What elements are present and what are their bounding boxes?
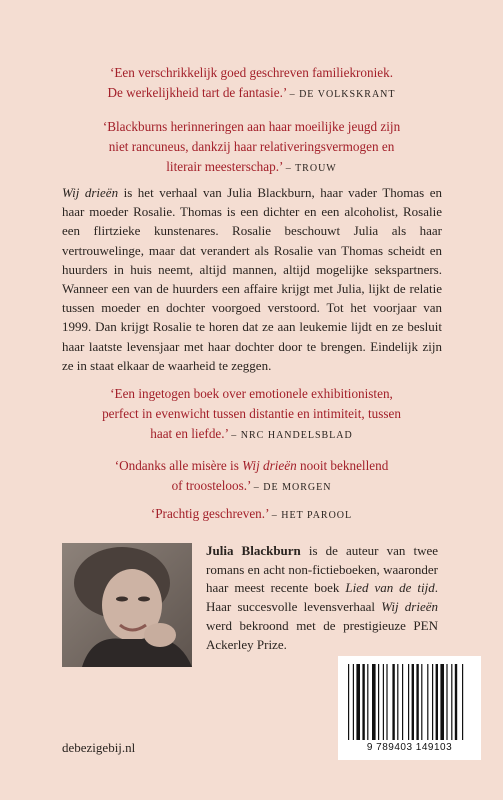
- isbn-number: 9 789403 149103: [366, 742, 453, 753]
- barcode-bar: [451, 664, 452, 740]
- barcode-bar: [412, 664, 414, 740]
- quote-line: ‘Blackburns herinneringen aan haar moeilijke jeugd zijn: [102, 119, 401, 134]
- quote-line: haat en liefde.’ – NRC HANDELSBLAD: [150, 426, 353, 441]
- barcode-bar: [367, 664, 368, 740]
- barcode-bar: [402, 664, 403, 740]
- barcode-bar: [378, 664, 379, 740]
- quote-line: of troosteloos.’ – DE MORGEN: [171, 478, 332, 493]
- barcode-bar: [436, 664, 438, 740]
- quote-trouw: [30, 117, 473, 179]
- quote-volkskrant: [30, 63, 473, 105]
- author-photo: [62, 543, 192, 667]
- barcode-bar: [386, 664, 387, 740]
- quote-source: – HET PAROOL: [271, 510, 353, 521]
- quote-line: ‘Prachtig geschreven.’ – HET PAROOL: [150, 506, 353, 521]
- barcode-bar: [348, 664, 349, 740]
- author-bio: Julia Blackburn is de auteur van twee romans en acht non-fictieboeken, waaronder haar meest recente boek Lied van de tijd. Haar succesvolle levensverhaal Wij drieën werd bekroond met de prestigieuze PEN Ackerley Prize.: [206, 543, 438, 652]
- author-name: Julia Blackburn: [206, 543, 301, 558]
- barcode-bar: [408, 664, 409, 740]
- barcode-bar: [427, 664, 428, 740]
- quote-line: niet rancuneus, dankzij haar relativeringsvermogen en: [108, 139, 395, 154]
- book-title: Wij drieën: [62, 185, 119, 200]
- barcode-bar: [432, 664, 433, 740]
- synopsis-text: is het verhaal van Julia Blackburn, haar vader Thomas en haar moeder Rosalie. Thomas is een dichter en een alcoholist, Rosalie een flirtzieke kunstenares. Rosalie beschouwt Julia als haar vertrouwelinge, maar dat verandert als Rosalie van Thomas scheidt en huurders in huis neemt, altijd mannen, altijd mogelijke sekspartners. Wanneer een van de huurders een affaire krijgt met Julia, lijkt de relatie tussen moeder en dochter voorgoed verstoord. Tot het voorjaar van 1999. Dan krijgt Rosalie te horen dat ze aan leukemie lijdt en ze besluit haar laatste levensjaar met haar dochter door te brengen. Eindelijk zijn ze in staat elkaar de waarheid te zeggen.: [62, 185, 443, 373]
- barcode-bar: [397, 664, 398, 740]
- barcode-bars: [338, 656, 481, 742]
- barcode-bar: [392, 664, 394, 740]
- book-title: Wij drieën: [381, 599, 438, 615]
- quote-source: – TROUW: [285, 163, 337, 174]
- barcode-bar: [383, 664, 384, 740]
- barcode-bar: [416, 664, 418, 740]
- barcode-bar: [455, 664, 457, 740]
- quote-line: ‘Een verschrikkelijk goed geschreven familiekroniek.: [109, 65, 394, 80]
- barcode-bar: [421, 664, 422, 740]
- barcode-bar: [372, 664, 376, 740]
- quote-source: – NRC HANDELSBLAD: [231, 430, 353, 441]
- quote-line: perfect in evenwicht tussen distantie en intimiteit, tussen: [102, 406, 401, 421]
- barcode: [338, 656, 481, 760]
- publisher-website[interactable]: debezigebij.nl: [62, 740, 136, 755]
- quote-line: ‘Ondanks alle misère is Wij drieën nooit beknellend: [114, 458, 389, 473]
- quote-line: literair meesterschap.’ – TROUW: [166, 159, 337, 174]
- quote-morgen: [30, 456, 473, 498]
- barcode-bar: [446, 664, 447, 740]
- barcode-bar: [362, 664, 364, 740]
- barcode-bar: [440, 664, 444, 740]
- quote-source: – DE VOLKSKRANT: [289, 89, 396, 100]
- quote-nrc: [30, 384, 473, 446]
- barcode-bar: [462, 664, 463, 740]
- quote-source: – DE MORGEN: [253, 482, 332, 493]
- quote-line: ‘Een ingetogen boek over emotionele exhibitionisten,: [110, 386, 393, 401]
- book-title: Lied van de tijd: [345, 580, 435, 596]
- quote-line: De werkelijkheid tart de fantasie.’ – DE VOLKSKRANT: [107, 85, 396, 100]
- quote-parool: [30, 504, 473, 526]
- barcode-bar: [356, 664, 360, 740]
- synopsis: [62, 183, 442, 375]
- barcode-bar: [353, 664, 354, 740]
